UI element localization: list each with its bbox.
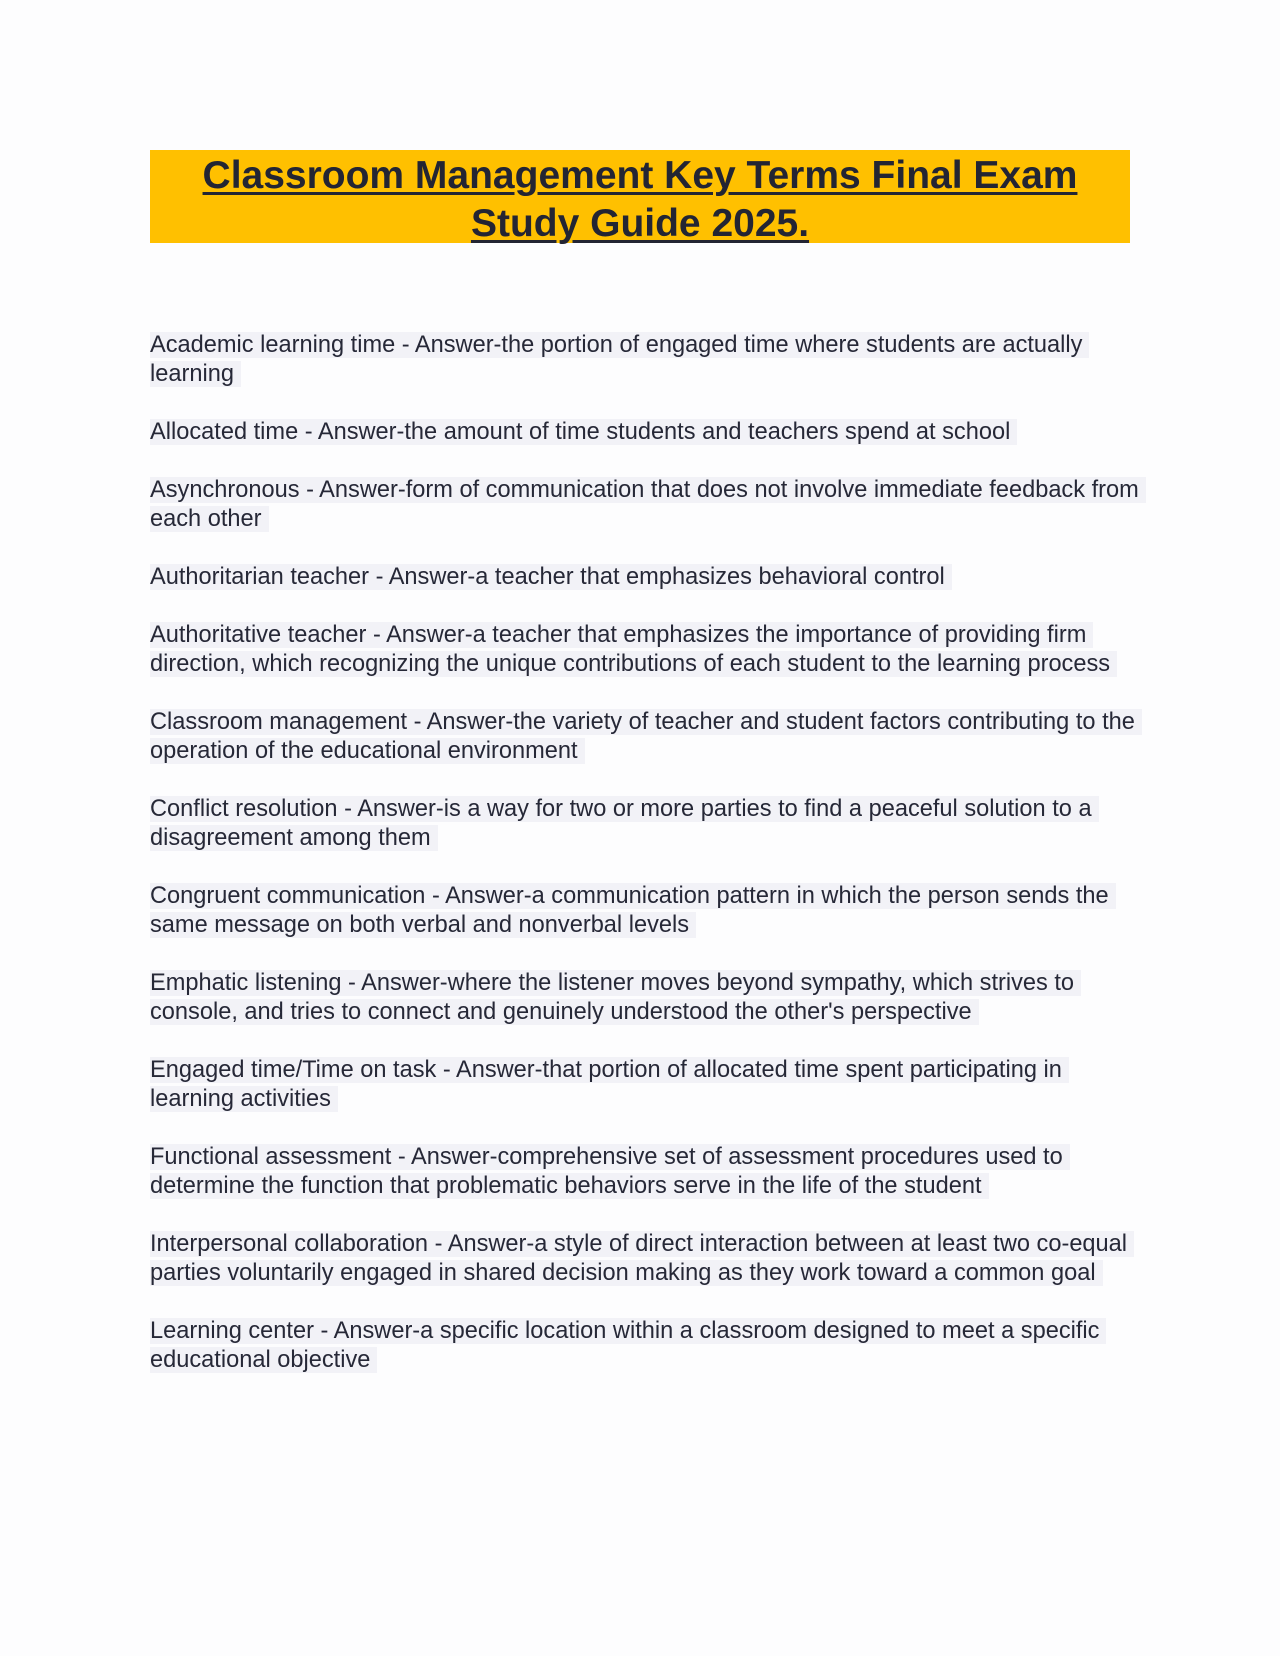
term-entry-text: Authoritarian teacher - Answer-a teacher that emphasizes behavioral control [150, 564, 952, 590]
term-entry [150, 708, 1140, 766]
term-entry [150, 621, 1140, 679]
term-entry [150, 331, 1140, 389]
term-list [150, 331, 1139, 1375]
term-entry [150, 969, 1140, 1027]
page-title: Classroom Management Key Terms Final Exam Study Guide 2025. [202, 154, 1078, 245]
term-entry-text: Interpersonal collaboration - Answer-a style of direct interaction between at least two co-equal parties voluntarily engaged in shared decision making as they work toward a common goal [150, 1231, 1134, 1286]
term-entry [150, 1143, 1140, 1201]
term-entry [150, 795, 1140, 853]
term-entry [150, 1056, 1140, 1114]
document-page [150, 150, 1139, 1404]
term-entry [150, 882, 1140, 940]
term-entry-text: Conflict resolution - Answer-is a way for two or more parties to find a peaceful solution to a disagreement among them [150, 796, 1099, 851]
term-entry [150, 563, 1140, 592]
term-entry-text: Functional assessment - Answer-comprehensive set of assessment procedures used to determine the function that problematic behaviors serve in the life of the student [150, 1144, 1070, 1199]
term-entry-text: Congruent communication - Answer-a communication pattern in which the person sends the same message on both verbal and nonverbal levels [150, 883, 1116, 938]
term-entry-text: Academic learning time - Answer-the portion of engaged time where students are actually learning [150, 332, 1089, 387]
term-entry-text: Authoritative teacher - Answer-a teacher that emphasizes the importance of providing firm direction, which recognizing the unique contributions of each student to the learning process [150, 622, 1117, 677]
term-entry [150, 1317, 1140, 1375]
title-banner [150, 150, 1130, 243]
term-entry [150, 476, 1140, 534]
term-entry-text: Engaged time/Time on task - Answer-that portion of allocated time spent participating in learning activities [150, 1057, 1069, 1112]
term-entry [150, 418, 1140, 447]
term-entry-text: Learning center - Answer-a specific location within a classroom designed to meet a specific educational objective [150, 1318, 1106, 1373]
term-entry-text: Asynchronous - Answer-form of communication that does not involve immediate feedback from each other [150, 477, 1146, 532]
term-entry-text: Classroom management - Answer-the variety of teacher and student factors contributing to the operation of the educational environment [150, 709, 1142, 764]
term-entry [150, 1230, 1140, 1288]
term-entry-text: Allocated time - Answer-the amount of time students and teachers spend at school [150, 419, 1017, 445]
term-entry-text: Emphatic listening - Answer-where the listener moves beyond sympathy, which strives to console, and tries to connect and genuinely understood the other's perspective [150, 970, 1081, 1025]
